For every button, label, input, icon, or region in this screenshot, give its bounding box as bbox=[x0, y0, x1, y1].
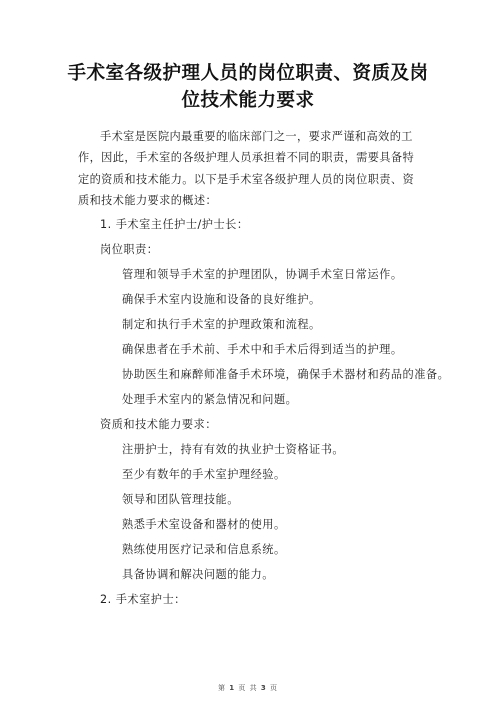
footer-page-number: 1 bbox=[229, 684, 236, 692]
duty-item: 协助医生和麻醉师准备手术环境，确保手术器材和药品的准备。 bbox=[122, 368, 450, 381]
intro-text: 手术室是医院内最重要的临床部门之一，要求严谨和高效的工作，因此，手术室的各级护理人员承担着不同的职责，需要具备特定的资质和技术能力。以下是手术室各级护理人员的岗位职责、资质和技术能力要求的概述： bbox=[78, 130, 415, 207]
section-1-qualifications-label: 资质和技术能力要求： bbox=[100, 418, 217, 431]
footer-page-total: 3 bbox=[260, 684, 267, 692]
footer-prefix: 第 bbox=[218, 684, 227, 692]
section-1-duties-label: 岗位职责： bbox=[100, 243, 159, 256]
footer-suffix: 页 bbox=[269, 684, 278, 692]
duty-item: 制定和执行手术室的护理政策和流程。 bbox=[122, 318, 321, 331]
qualification-item: 注册护士，持有有效的执业护士资格证书。 bbox=[122, 443, 345, 456]
intro-paragraph bbox=[78, 126, 422, 211]
section-2-heading: 2. 手术室护士： bbox=[100, 593, 186, 606]
document-title-line-2: 位技术能力要求 bbox=[181, 90, 315, 111]
duty-item: 管理和领导手术室的护理团队，协调手术室日常运作。 bbox=[122, 268, 403, 281]
section-1-heading: 1. 手术室主任护士/护士长： bbox=[100, 218, 249, 231]
document-title-line-1: 手术室各级护理人员的岗位职责、资质及岗 bbox=[67, 63, 429, 84]
qualification-item: 熟练使用医疗记录和信息系统。 bbox=[122, 543, 286, 556]
duty-item: 确保手术室内设施和设备的良好维护。 bbox=[122, 293, 321, 306]
duty-item: 确保患者在手术前、手术中和手术后得到适当的护理。 bbox=[122, 343, 403, 356]
qualification-item: 具备协调和解决问题的能力。 bbox=[122, 568, 274, 581]
qualification-item: 至少有数年的手术室护理经验。 bbox=[122, 468, 286, 481]
page-footer bbox=[0, 683, 496, 693]
qualification-item: 熟悉手术室设备和器材的使用。 bbox=[122, 518, 286, 531]
qualification-item: 领导和团队管理技能。 bbox=[122, 493, 239, 506]
duty-item: 处理手术室内的紧急情况和问题。 bbox=[122, 393, 298, 406]
footer-middle: 页 共 bbox=[238, 684, 258, 692]
